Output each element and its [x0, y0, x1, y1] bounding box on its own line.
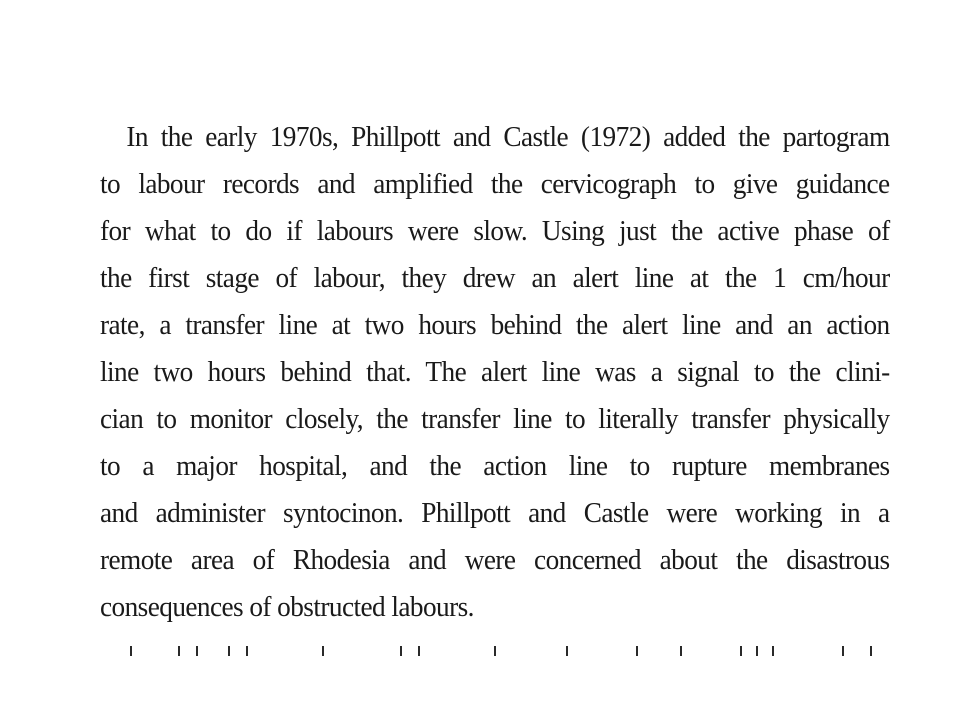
paragraph-line: remote area of Rhodesia and were concerned about the disastrous — [100, 544, 890, 576]
cropped-text-fragments — [100, 646, 890, 656]
paragraph-line: to a major hospital, and the action line to rupture membranes — [100, 450, 890, 482]
body-paragraph — [100, 114, 890, 631]
paragraph-line: line two hours behind that. The alert line was a signal to the clini- — [100, 356, 890, 388]
paragraph-line: the first stage of labour, they drew an alert line at the 1 cm/hour — [100, 262, 890, 294]
paragraph-line: cian to monitor closely, the transfer line to literally transfer physically — [100, 403, 890, 435]
paragraph-line: for what to do if labours were slow. Using just the active phase of — [100, 215, 890, 247]
paragraph-line: consequences of obstructed labours. — [100, 591, 474, 623]
paragraph-line: rate, a transfer line at two hours behind the alert line and an action — [100, 309, 890, 341]
paragraph-line: In the early 1970s, Phillpott and Castle (1972) added the partogram — [126, 121, 890, 153]
paragraph-line: and administer syntocinon. Phillpott and Castle were working in a — [100, 497, 890, 529]
paragraph-line: to labour records and amplified the cervicograph to give guidance — [100, 168, 890, 200]
cropped-next-line — [100, 646, 890, 656]
